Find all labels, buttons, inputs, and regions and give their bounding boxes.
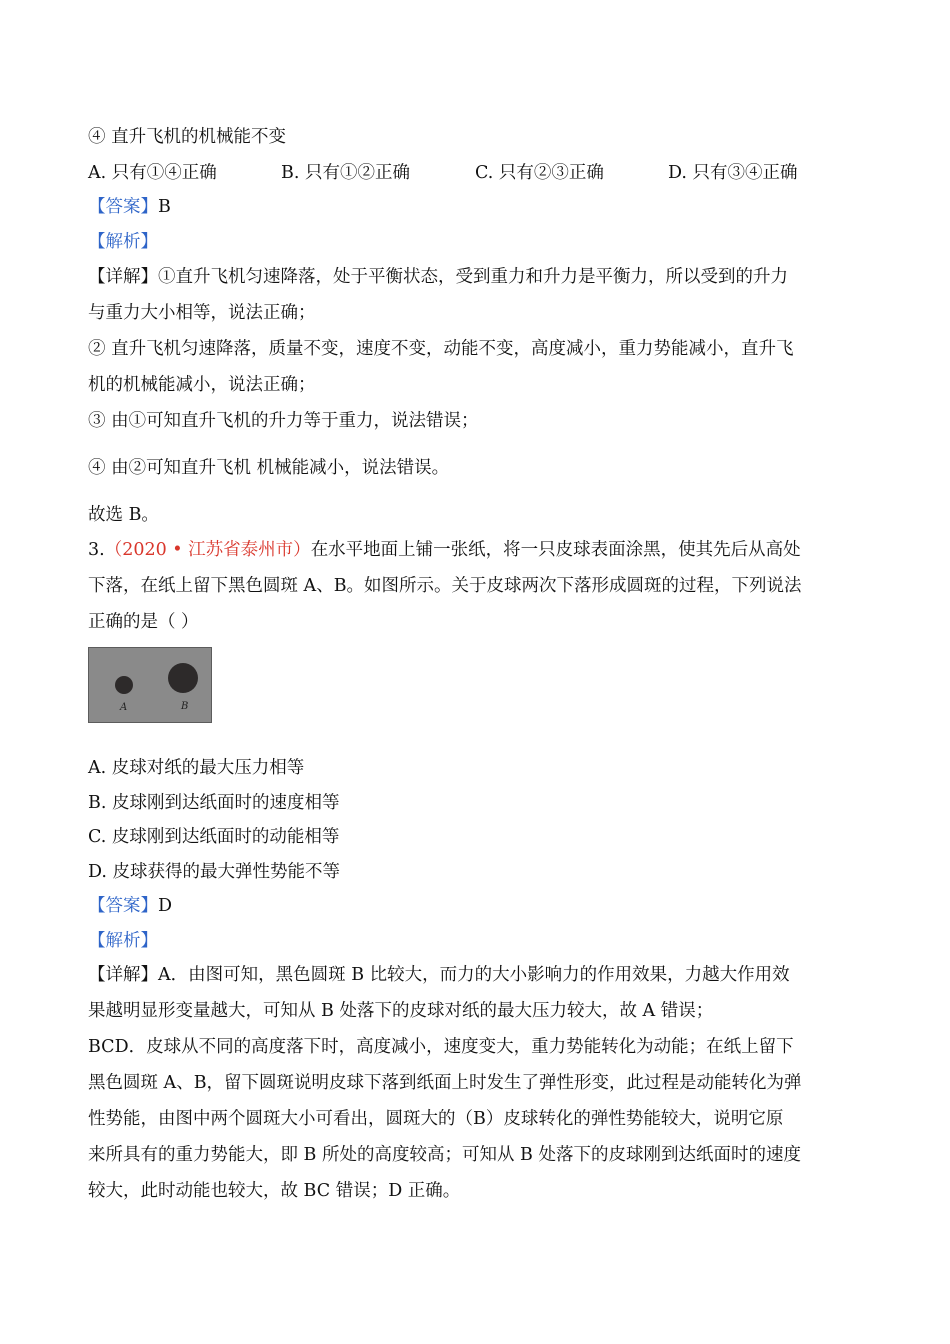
- q3-option-a: A. 皮球对纸的最大压力相等: [88, 758, 305, 778]
- q3-detail-2a: BCD．皮球从不同的高度落下时，高度减小，速度变大，重力势能转化为动能；在纸上留下: [88, 1037, 794, 1057]
- q2-conclusion: 故选 B。: [88, 505, 159, 525]
- q2-detail-1b: 与重力大小相等，说法正确；: [88, 303, 316, 323]
- q3-analysis-label: 【解析】: [88, 931, 158, 951]
- q3-detail-2e: 较大，此时动能也较大，故 BC 错误；D 正确。: [88, 1181, 461, 1201]
- q2-option-c: C. 只有②③正确: [475, 163, 604, 183]
- q2-detail-1a-text: ①直升飞机匀速降落，处于平衡状态，受到重力和升力是平衡力，所以受到的升力: [158, 267, 788, 287]
- q2-answer-value: B: [158, 197, 171, 217]
- q2-detail-4: ④ 由②可知直升飞机 机械能减小，说法错误。: [88, 458, 450, 478]
- spot-b-label: B: [181, 701, 189, 712]
- q3-detail-label: 【详解】: [88, 965, 158, 985]
- q3-stem-1-text: 在水平地面上铺一张纸，将一只皮球表面涂黑，使其先后从高处: [310, 540, 801, 560]
- q2-option-d: D. 只有③④正确: [668, 163, 798, 183]
- q3-answer-value: D: [158, 896, 173, 916]
- q2-detail-3: ③ 由①可知直升飞机的升力等于重力，说法错误；: [88, 411, 479, 431]
- q2-option-a: A. 只有①④正确: [88, 163, 217, 183]
- spot-a: [115, 676, 133, 694]
- spot-a-label: A: [120, 702, 128, 713]
- answer-label: 【答案】: [88, 197, 158, 217]
- q3-figure-photo: [88, 647, 212, 723]
- q3-option-b: B. 皮球刚到达纸面时的速度相等: [88, 793, 340, 813]
- q3-detail-1a-text: A．由图可知，黑色圆斑 B 比较大，而力的大小影响力的作用效果，力越大作用效: [158, 965, 790, 985]
- q2-detail-label: 【详解】: [88, 267, 158, 287]
- q3-detail-2c: 性势能，由图中两个圆斑大小可看出，圆斑大的（B）皮球转化的弹性势能较大，说明它原: [88, 1109, 784, 1129]
- q3-source: （2020 • 江苏省泰州市）: [104, 540, 311, 560]
- q3-stem-3: 正确的是（ ）: [88, 612, 199, 632]
- q2-analysis-label: 【解析】: [88, 232, 158, 252]
- q2-detail-1a: [88, 265, 788, 289]
- q2-answer: [88, 195, 171, 219]
- q3-detail-1b: 果越明显形变量越大，可知从 B 处落下的皮球对纸的最大压力较大，故 A 错误；: [88, 1001, 714, 1021]
- q2-option-b: B. 只有①②正确: [281, 163, 410, 183]
- q3-detail-2d: 来所具有的重力势能大，即 B 所处的高度较高；可知从 B 处落下的皮球刚到达纸面时的速度: [88, 1145, 801, 1165]
- q3-stem-2: 下落，在纸上留下黑色圆斑 A、B。如图所示。关于皮球两次下落形成圆斑的过程，下列说法: [88, 576, 802, 596]
- q3-detail-2b: 黑色圆斑 A、B，留下圆斑说明皮球下落到纸面上时发生了弹性形变，此过程是动能转化为弹: [88, 1073, 802, 1093]
- q3-answer: [88, 894, 172, 918]
- q3-detail-1a: [88, 963, 790, 987]
- q2-detail-2a: ② 直升飞机匀速降落，质量不变，速度不变，动能不变，高度减小，重力势能减小，直升飞: [88, 339, 794, 359]
- q3-answer-label: 【答案】: [88, 896, 158, 916]
- spot-b: [168, 663, 198, 693]
- q3-option-d: D. 皮球获得的最大弹性势能不等: [88, 862, 341, 882]
- q3-stem-1: [88, 538, 801, 562]
- q2-item-4: ④ 直升飞机的机械能不变: [88, 127, 287, 147]
- q3-number: 3.: [88, 540, 105, 560]
- q3-option-c: C. 皮球刚到达纸面时的动能相等: [88, 827, 340, 847]
- q2-detail-2b: 机的机械能减小，说法正确；: [88, 375, 316, 395]
